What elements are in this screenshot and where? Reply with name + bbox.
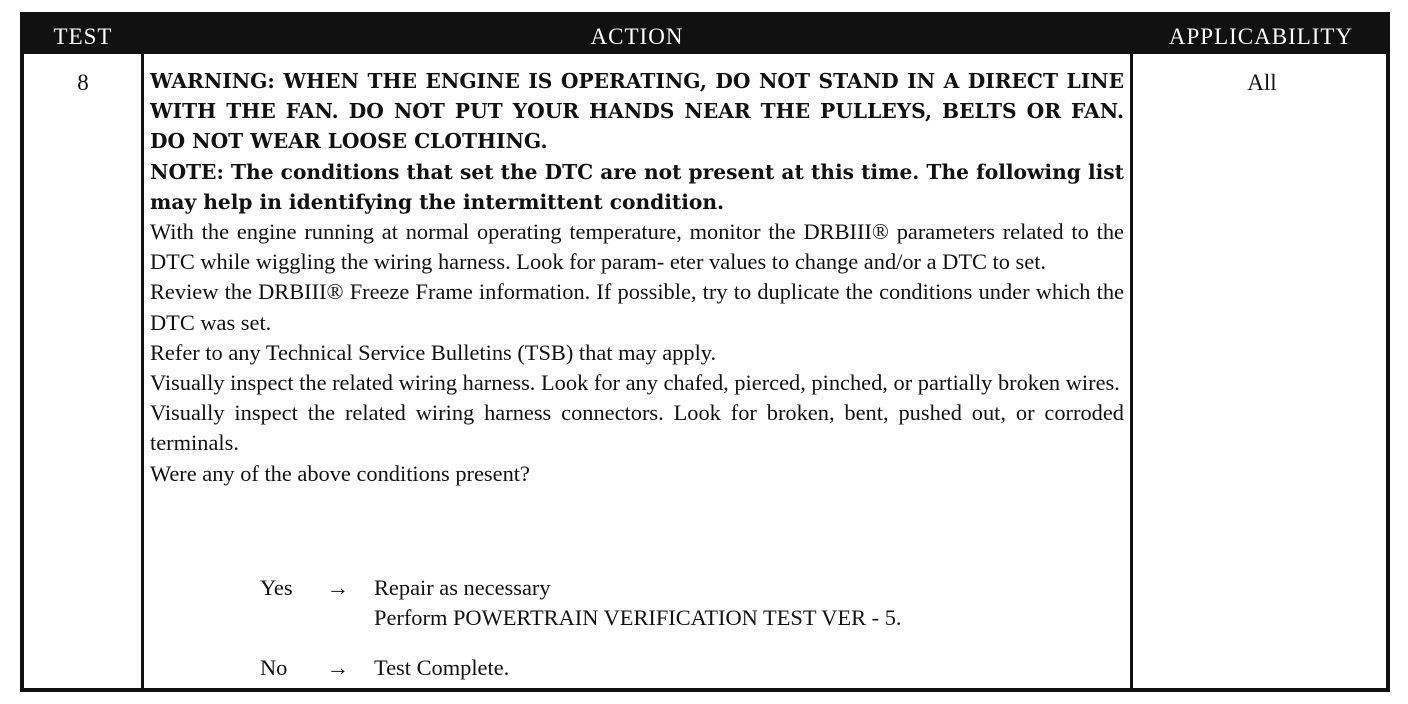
diagnostic-test-table xyxy=(20,12,1390,692)
no-outcome: Test Complete. xyxy=(374,655,510,680)
column-divider-2 xyxy=(1130,54,1133,688)
note-text: NOTE: The conditions that set the DTC are not present at this time. The following list may help in identifying the intermittent condition. xyxy=(150,159,1124,214)
applicability-value: All xyxy=(1247,70,1277,95)
table-header xyxy=(24,16,1386,54)
no-arrow-icon: → xyxy=(326,655,350,680)
step-freeze-frame: Review the DRBIII® Freeze Frame information. If possible, try to duplicate the conditions under which the DTC was set. xyxy=(150,279,1124,335)
header-action: ACTION xyxy=(590,24,684,49)
yes-outcome-line-1: Repair as necessary xyxy=(374,575,551,600)
column-divider-1 xyxy=(141,54,144,688)
step-inspect-connectors: Visually inspect the related wiring harness connectors. Look for broken, bent, pushed out, or corroded terminals. xyxy=(150,400,1124,456)
step-inspect-harness: Visually inspect the related wiring harness. Look for any chafed, pierced, pinched, or partially broken wires. xyxy=(150,370,1120,396)
step-tsb: Refer to any Technical Service Bulletins (TSB) that may apply. xyxy=(150,339,717,365)
yes-arrow-icon: → xyxy=(326,575,350,600)
no-label: No xyxy=(260,655,288,680)
header-test: TEST xyxy=(53,24,113,49)
question-text: Were any of the above conditions present? xyxy=(150,460,530,486)
yes-outcome xyxy=(374,573,954,633)
warning-text: WARNING: WHEN THE ENGINE IS OPERATING, DO NOT STAND IN A DIRECT LINE WITH THE FAN. DO NOT PUT YOUR HANDS NEAR THE PULLEYS, BELTS OR FAN. DO NOT WEAR LOOSE CLOTHING. xyxy=(150,69,1124,154)
yes-outcome-line-2: Perform POWERTRAIN VERIFICATION TEST VER - 5. xyxy=(374,605,902,631)
step-monitor: With the engine running at normal operating temperature, monitor the DRBIII® parameters related to the DTC while wiggling the wiring harness. Look for param- eter values to change and/or a DTC to set. xyxy=(150,219,1124,275)
test-number: 8 xyxy=(77,70,89,95)
header-applicability: APPLICABILITY xyxy=(1168,24,1354,49)
yes-label: Yes xyxy=(260,575,293,600)
action-cell xyxy=(150,66,1124,489)
